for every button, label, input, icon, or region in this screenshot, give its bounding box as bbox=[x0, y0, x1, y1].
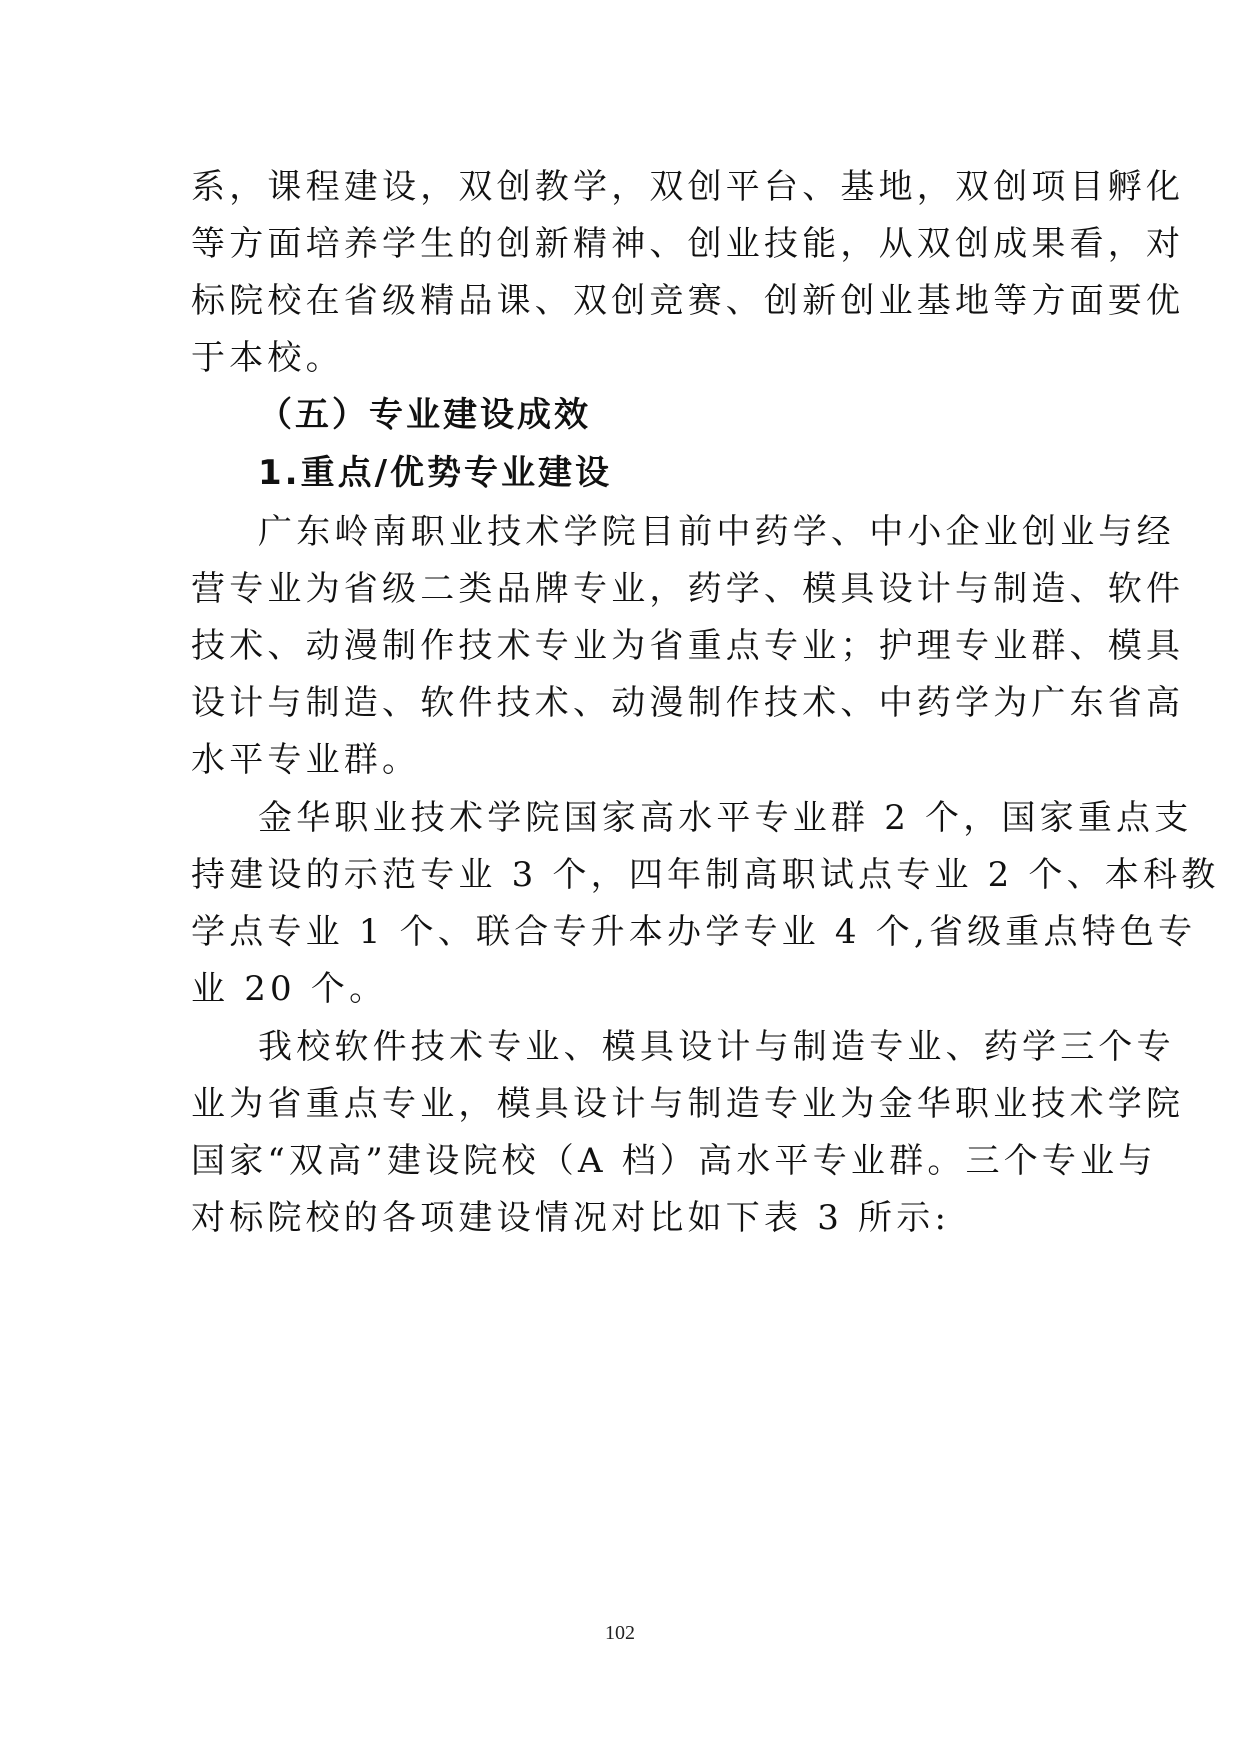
paragraph-3-line-4: 业 20 个。 bbox=[191, 969, 388, 1009]
paragraph-1-line-3: 标院校在省级精品课、双创竞赛、创新创业基地等方面要优 bbox=[191, 281, 1185, 321]
section-heading: （五）专业建设成效 bbox=[258, 395, 591, 435]
paragraph-1-line-2: 等方面培养学生的创新精神、创业技能，从双创成果看，对 bbox=[191, 224, 1185, 264]
paragraph-2-line-1: 广东岭南职业技术学院目前中药学、中小企业创业与经 bbox=[258, 512, 1175, 552]
paragraph-2-line-3: 技术、动漫制作技术专业为省重点专业；护理专业群、模具 bbox=[191, 626, 1185, 666]
paragraph-2-line-2: 营专业为省级二类品牌专业，药学、模具设计与制造、软件 bbox=[191, 569, 1185, 609]
paragraph-4-line-1: 我校软件技术专业、模具设计与制造专业、药学三个专 bbox=[258, 1027, 1175, 1067]
paragraph-2-line-5: 水平专业群。 bbox=[191, 740, 421, 780]
paragraph-2-line-4: 设计与制造、软件技术、动漫制作技术、中药学为广东省高 bbox=[191, 683, 1185, 723]
paragraph-1-line-1: 系，课程建设，双创教学，双创平台、基地，双创项目孵化 bbox=[191, 167, 1185, 207]
paragraph-3-line-3: 学点专业 1 个、联合专升本办学专业 4 个,省级重点特色专 bbox=[191, 912, 1197, 952]
page-number: 102 bbox=[605, 1622, 635, 1644]
paragraph-3-line-1: 金华职业技术学院国家高水平专业群 2 个，国家重点支 bbox=[258, 798, 1193, 838]
paragraph-4-line-2: 业为省重点专业，模具设计与制造专业为金华职业技术学院 bbox=[191, 1084, 1185, 1124]
paragraph-3-line-2: 持建设的示范专业 3 个，四年制高职试点专业 2 个、本科教 bbox=[191, 855, 1220, 895]
paragraph-4-line-3: 国家“双高”建设院校（A 档）高水平专业群。三个专业与 bbox=[191, 1141, 1157, 1181]
subsection-heading: 1.重点/优势专业建设 bbox=[258, 453, 612, 493]
paragraph-1-line-4: 于本校。 bbox=[191, 338, 344, 378]
paragraph-4-line-4: 对标院校的各项建设情况对比如下表 3 所示: bbox=[191, 1198, 951, 1238]
